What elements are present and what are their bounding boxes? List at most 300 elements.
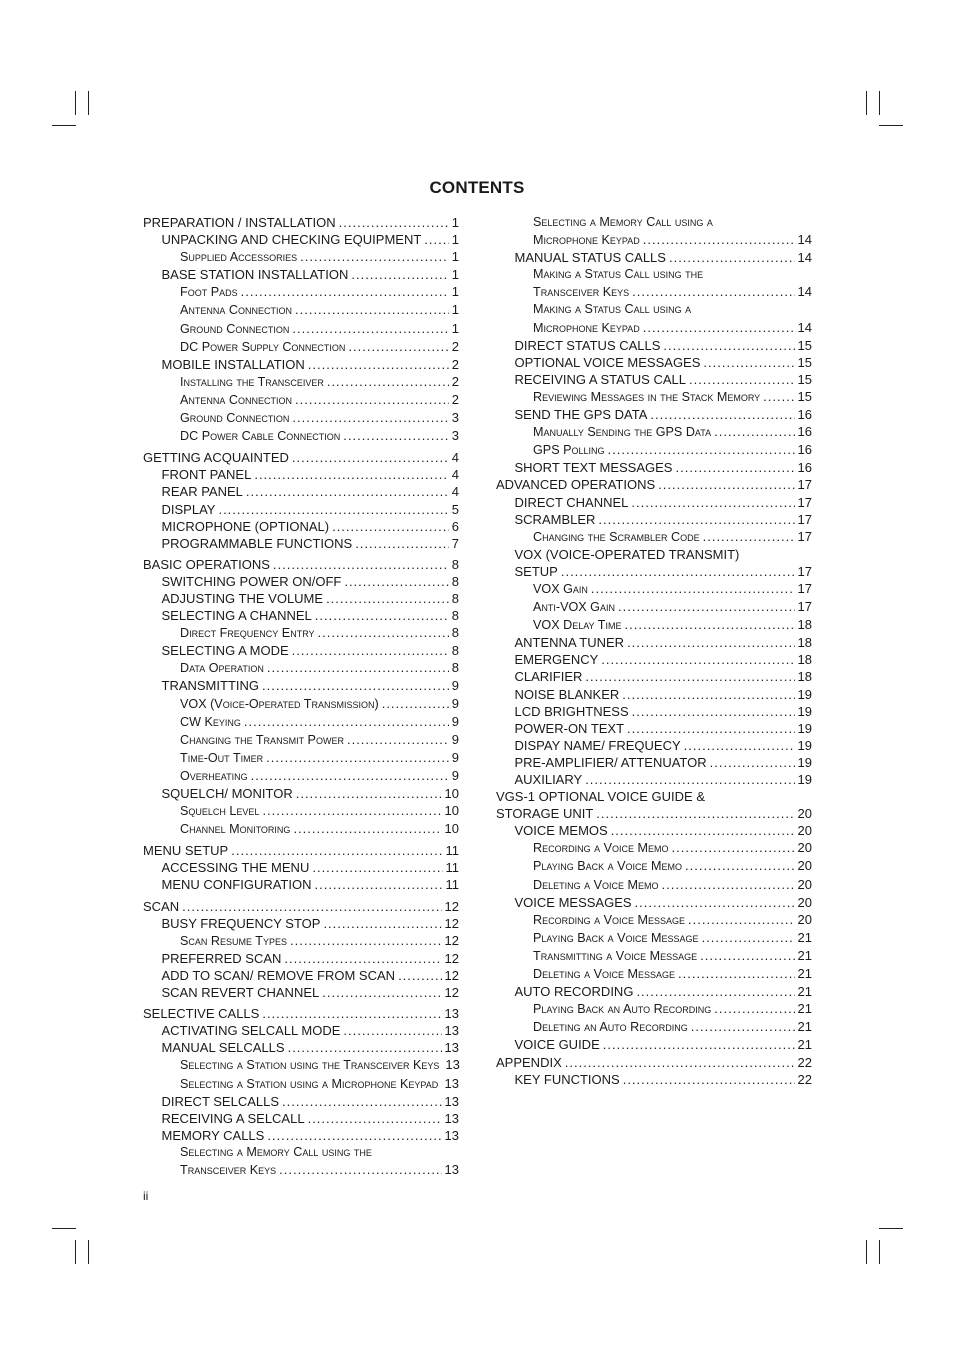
toc-entry[interactable]	[496, 406, 812, 423]
toc-entry-label: ACTIVATING SELCALL MODE	[161, 1023, 341, 1039]
dot-leader	[684, 737, 795, 754]
toc-entry-row	[515, 371, 813, 388]
toc-entry-page: 21	[797, 1019, 812, 1035]
toc-entry-page: 2	[451, 373, 459, 389]
toc-entry[interactable]	[496, 737, 812, 754]
toc-entry[interactable]	[496, 459, 812, 476]
toc-entry-label: SELECTING A MODE	[161, 643, 289, 659]
toc-entry-page: 13	[444, 1093, 459, 1109]
toc-entry[interactable]	[143, 1005, 459, 1022]
dot-leader	[218, 501, 448, 518]
toc-entry[interactable]	[496, 703, 812, 720]
toc-entry-label: ADJUSTING THE VOLUME	[161, 590, 324, 606]
toc-entry-page: 3	[451, 410, 459, 426]
toc-entry[interactable]	[496, 894, 812, 911]
dot-leader	[675, 459, 794, 476]
toc-entry-row	[533, 616, 812, 634]
toc-entry-page: 22	[797, 1071, 812, 1087]
dot-leader	[318, 624, 449, 641]
toc-entry-page: 20	[797, 806, 812, 822]
dot-leader	[246, 483, 449, 500]
toc-entry[interactable]	[143, 1039, 459, 1056]
toc-entry-row	[515, 668, 813, 685]
toc-entry[interactable]	[143, 1093, 459, 1110]
toc-entry[interactable]	[143, 501, 459, 518]
toc-entry-page: 8	[451, 590, 459, 606]
toc-entry[interactable]	[143, 695, 459, 713]
toc-entry-page: 2	[451, 356, 459, 372]
toc-entry[interactable]	[143, 767, 459, 785]
toc-entry-row	[515, 1036, 813, 1053]
crop-mark-bottom-right-v1	[866, 1240, 867, 1264]
dot-leader	[714, 423, 794, 440]
toc-entry-label: Selecting a Station using the Transceiver Keys	[180, 1058, 440, 1073]
toc-entry-row	[533, 423, 812, 441]
toc-entry-label: PREPARATION / INSTALLATION	[143, 215, 336, 230]
toc-entry[interactable]	[496, 354, 812, 371]
toc-entry[interactable]	[496, 528, 812, 546]
dot-leader	[262, 1005, 441, 1022]
toc-entry-row	[180, 248, 459, 266]
dot-leader	[323, 915, 441, 932]
toc-column-left	[143, 214, 459, 1179]
toc-entry-row	[162, 1127, 460, 1144]
toc-entry[interactable]	[496, 1000, 812, 1018]
dot-leader	[702, 929, 795, 946]
dot-leader	[658, 476, 794, 493]
toc-entry[interactable]	[496, 337, 812, 354]
dot-leader	[650, 406, 794, 423]
toc-entry-page: 9	[451, 695, 459, 711]
toc-entry[interactable]	[496, 1054, 812, 1071]
toc-entry-row	[180, 713, 459, 731]
toc-entry-label: MENU CONFIGURATION	[161, 877, 312, 893]
dot-leader	[262, 677, 449, 694]
toc-entry-page: 8	[451, 556, 459, 572]
dot-leader	[292, 449, 449, 466]
crop-mark-top-left-h	[52, 125, 76, 126]
toc-entry[interactable]	[496, 1036, 812, 1053]
toc-entry-label: ANTENNA TUNER	[514, 635, 625, 651]
toc-entry-page: 16	[797, 442, 812, 458]
toc-entry-page: 11	[445, 843, 459, 859]
toc-entry[interactable]	[496, 1018, 812, 1036]
dot-leader	[710, 754, 795, 771]
dot-leader	[343, 1022, 441, 1039]
toc-entry-label: RECEIVING A STATUS CALL	[514, 371, 686, 387]
toc-entry-label: MEMORY CALLS	[161, 1127, 265, 1143]
toc-entry-label: Recording a Voice Message	[533, 912, 686, 927]
toc-entry[interactable]	[496, 580, 812, 598]
toc-entry[interactable]	[143, 1144, 459, 1179]
toc-entry-label: OPTIONAL VOICE MESSAGES	[514, 354, 701, 370]
toc-entry[interactable]	[496, 1071, 812, 1088]
dot-leader	[691, 1018, 795, 1035]
toc-entry[interactable]	[496, 839, 812, 857]
toc-entry-row	[515, 754, 813, 771]
toc-entry[interactable]	[143, 659, 459, 677]
toc-entry-label: Playing Back a Voice Message	[533, 930, 699, 945]
toc-entry[interactable]	[143, 607, 459, 624]
toc-entry-label: VOICE MEMOS	[514, 823, 608, 839]
toc-entry[interactable]	[143, 1022, 459, 1039]
dot-leader	[622, 686, 794, 703]
toc-entry[interactable]	[143, 984, 459, 1001]
toc-entry[interactable]	[143, 785, 459, 802]
toc-entry-label: GPS Polling	[533, 443, 605, 458]
toc-entry-page: 13	[444, 1023, 459, 1039]
toc-entry[interactable]	[143, 1127, 459, 1144]
toc-entry-row	[515, 1071, 813, 1088]
toc-entry-page: 13	[444, 1040, 459, 1056]
toc-entry[interactable]	[143, 283, 459, 301]
toc-entry[interactable]	[143, 713, 459, 731]
toc-entry-page: 4	[451, 484, 459, 500]
toc-entry[interactable]	[143, 266, 459, 283]
toc-entry[interactable]	[143, 802, 459, 820]
dot-leader	[292, 642, 449, 659]
toc-entry-label: Playing Back an Auto Recording	[533, 1002, 712, 1017]
toc-entry-label: Recording a Voice Memo	[533, 841, 669, 856]
toc-entry-label: STORAGE UNIT	[496, 806, 594, 822]
toc-entry-page: 10	[444, 786, 459, 801]
toc-entry-row	[533, 947, 812, 965]
dot-leader	[290, 932, 442, 949]
toc-entry[interactable]	[143, 301, 459, 319]
toc-entry-page: 15	[797, 354, 812, 370]
toc-entry-label: LCD BRIGHTNESS	[514, 703, 629, 719]
toc-entry-label: UNPACKING AND CHECKING EQUIPMENT	[161, 232, 422, 248]
toc-entry-row	[162, 231, 460, 248]
toc-entry-row	[180, 624, 459, 642]
dot-leader	[382, 695, 449, 712]
dot-leader	[288, 1039, 442, 1056]
toc-entry[interactable]	[143, 535, 459, 552]
dot-leader	[662, 876, 795, 893]
toc-entry-page: 17	[797, 528, 812, 544]
toc-entry[interactable]	[496, 651, 812, 668]
toc-entry[interactable]	[143, 573, 459, 590]
dot-leader	[282, 1093, 442, 1110]
toc-entry[interactable]	[496, 371, 812, 388]
toc-entry[interactable]	[143, 1110, 459, 1127]
toc-entry-page: 13	[444, 1110, 459, 1126]
dot-leader	[266, 749, 449, 766]
toc-entry-label: SCAN REVERT CHANNEL	[161, 985, 320, 1001]
dot-leader	[279, 1161, 441, 1178]
toc-entry-label: VOICE GUIDE	[514, 1037, 600, 1053]
toc-entry-page: 2	[451, 338, 459, 354]
dot-leader	[355, 535, 449, 552]
toc-entry-row	[533, 231, 812, 249]
toc-entry-row	[162, 466, 460, 483]
toc-entry-label: POWER-ON TEXT	[514, 720, 625, 736]
toc-entry-row	[180, 427, 459, 445]
dot-leader	[244, 713, 449, 730]
toc-entry-page: 11	[445, 877, 459, 893]
toc-entry-page: 12	[444, 985, 459, 1001]
toc-entry[interactable]	[143, 356, 459, 373]
dot-leader	[308, 356, 449, 373]
toc-entry-row	[515, 686, 813, 703]
toc-entry-row	[533, 283, 812, 301]
toc-entry-label: SQUELCH/ MONITOR	[161, 786, 293, 801]
toc-entry[interactable]	[496, 388, 812, 406]
toc-entry-page: 8	[451, 608, 459, 624]
dot-leader	[688, 911, 795, 928]
toc-entry[interactable]	[143, 1056, 459, 1074]
toc-entry[interactable]	[496, 754, 812, 771]
toc-entry[interactable]	[496, 546, 812, 580]
toc-entry-page: 18	[797, 617, 812, 633]
toc-entry-label: BASE STATION INSTALLATION	[161, 267, 349, 283]
dot-leader	[632, 703, 795, 720]
toc-entry-label: SCAN	[143, 898, 180, 914]
toc-entry-label: KEY FUNCTIONS	[514, 1071, 620, 1087]
toc-entry-label: MENU SETUP	[143, 843, 229, 859]
toc-entry[interactable]	[496, 598, 812, 616]
toc-entry-label: ADVANCED OPERATIONS	[496, 477, 656, 493]
toc-entry-row	[515, 459, 813, 476]
toc-entry-row	[180, 283, 459, 301]
toc-entry-row	[143, 842, 459, 859]
toc-entry-row	[180, 820, 459, 838]
dot-leader	[632, 283, 794, 300]
toc-entry[interactable]	[143, 731, 459, 749]
toc-entry-page: 22	[797, 1054, 812, 1070]
toc-entry[interactable]	[496, 771, 812, 788]
toc-entry-label: SCRAMBLER	[514, 511, 596, 527]
toc-entry-label: Microphone Keypad	[533, 320, 640, 335]
toc-entry-label-line1: VGS-1 OPTIONAL VOICE GUIDE &	[496, 789, 706, 805]
toc-entry[interactable]	[143, 677, 459, 694]
toc-entry-label-line1: Making a Status Call using the	[533, 267, 704, 282]
toc-entry-row	[162, 677, 460, 694]
toc-entry-label: DIRECT STATUS CALLS	[514, 337, 661, 353]
toc-entry-row	[515, 703, 813, 720]
dot-leader	[611, 822, 795, 839]
toc-entry-page: 17	[797, 563, 812, 579]
toc-entry-row	[180, 1161, 459, 1179]
toc-entry-label: AUXILIARY	[514, 772, 583, 787]
toc-entry-label: Deleting a Voice Message	[533, 967, 676, 982]
toc-entry-page: 21	[797, 947, 812, 963]
toc-entry-row	[533, 319, 812, 337]
toc-entry[interactable]	[496, 965, 812, 983]
toc-entry[interactable]	[496, 929, 812, 947]
dot-leader	[231, 842, 442, 859]
dot-leader	[669, 249, 795, 266]
dot-leader	[714, 1000, 794, 1017]
toc-entry-page: 13	[444, 1075, 459, 1091]
toc-entry-label: NOISE BLANKER	[514, 686, 620, 702]
toc-entry[interactable]	[143, 932, 459, 950]
toc-entry[interactable]	[143, 449, 459, 466]
dot-leader	[348, 338, 448, 355]
toc-entry-label: Overheating	[180, 768, 248, 783]
toc-entry-row	[533, 528, 812, 546]
toc-entry-label: ACCESSING THE MENU	[161, 860, 310, 876]
toc-entry[interactable]	[143, 1075, 459, 1093]
toc-entry[interactable]	[496, 947, 812, 965]
toc-entry-label: Supplied Accessories	[180, 250, 298, 265]
toc-entry-page: 15	[797, 388, 812, 404]
toc-entry[interactable]	[143, 859, 459, 876]
dot-leader	[347, 731, 449, 748]
toc-entry-row	[533, 911, 812, 929]
toc-entry[interactable]	[143, 483, 459, 500]
toc-entry-label: Changing the Scrambler Code	[533, 529, 700, 544]
toc-entry[interactable]	[143, 231, 459, 248]
toc-entry-label: MANUAL STATUS CALLS	[514, 250, 666, 266]
page-number: ii	[143, 1189, 149, 1203]
dot-leader	[326, 590, 449, 607]
dot-leader	[627, 634, 794, 651]
page-title: CONTENTS	[429, 178, 525, 197]
toc-entry-row	[515, 720, 813, 737]
toc-entry[interactable]	[496, 494, 812, 511]
toc-entry-row	[496, 805, 812, 822]
toc-entry-row	[162, 607, 460, 624]
toc-entry-label: DC Power Supply Connection	[180, 339, 346, 354]
toc-entry[interactable]	[143, 624, 459, 642]
toc-entry[interactable]	[143, 820, 459, 838]
toc-entry[interactable]	[143, 320, 459, 338]
toc-entry-row	[162, 1093, 460, 1110]
toc-entry-row	[533, 441, 812, 459]
toc-entry[interactable]	[143, 338, 459, 356]
toc-entry-page: 17	[797, 580, 812, 596]
toc-entry-label: Scan Resume Types	[180, 933, 287, 948]
toc-entry-page: 2	[451, 391, 459, 407]
toc-entry[interactable]	[143, 466, 459, 483]
toc-entry-label: Ground Connection	[180, 411, 290, 426]
toc-entry-row	[162, 590, 460, 607]
toc-entry-label: APPENDIX	[496, 1054, 562, 1070]
toc-entry[interactable]	[143, 590, 459, 607]
toc-entry[interactable]	[496, 686, 812, 703]
toc-entry[interactable]	[496, 983, 812, 1000]
toc-entry[interactable]	[143, 214, 459, 231]
toc-entry[interactable]	[496, 668, 812, 685]
dot-leader	[596, 805, 794, 822]
toc-entry-row	[162, 1110, 460, 1127]
toc-entry[interactable]	[143, 642, 459, 659]
toc-entry[interactable]	[143, 391, 459, 409]
toc-entry-label: Anti-VOX Gain	[533, 600, 615, 615]
toc-entry[interactable]	[496, 857, 812, 875]
dot-leader	[182, 898, 441, 915]
toc-entry[interactable]	[496, 720, 812, 737]
toc-entry[interactable]	[496, 249, 812, 266]
toc-entry-page: 21	[797, 984, 812, 1000]
toc-entry-label: DIRECT CHANNEL	[514, 494, 629, 510]
toc-entry[interactable]	[496, 822, 812, 839]
dot-leader	[700, 947, 794, 964]
dot-leader	[591, 580, 795, 597]
toc-entry[interactable]	[496, 423, 812, 441]
toc-entry-page: 20	[797, 858, 812, 874]
dot-leader	[643, 231, 795, 248]
toc-entry[interactable]	[496, 511, 812, 528]
toc-entry[interactable]	[496, 876, 812, 894]
toc-entry-label-line1: Making a Status Call using a	[533, 302, 692, 317]
toc-entry[interactable]	[143, 967, 459, 984]
toc-entry[interactable]	[496, 788, 812, 822]
dot-leader	[295, 391, 449, 408]
toc-entry[interactable]	[496, 911, 812, 929]
toc-entry-row	[162, 984, 460, 1001]
toc-entry-row	[515, 354, 813, 371]
toc-entry-page: 13	[445, 1057, 460, 1073]
toc-entry-row	[180, 1056, 459, 1074]
toc-entry[interactable]	[143, 842, 459, 859]
toc-entry-row	[515, 249, 813, 266]
toc-entry[interactable]	[143, 248, 459, 266]
toc-entry[interactable]	[496, 214, 812, 249]
toc-entry-page: 15	[797, 337, 812, 353]
dot-leader	[308, 1110, 442, 1127]
toc-entry-page: 5	[451, 501, 459, 517]
toc-entry[interactable]	[143, 409, 459, 427]
toc-entry-label: FRONT PANEL	[161, 467, 252, 483]
toc-entry[interactable]	[496, 266, 812, 301]
toc-entry-page: 21	[797, 966, 812, 982]
toc-entry-row	[533, 580, 812, 598]
toc-entry[interactable]	[143, 898, 459, 915]
dot-leader	[292, 409, 448, 426]
toc-entry[interactable]	[143, 749, 459, 767]
dot-leader	[627, 720, 794, 737]
toc-entry-label: Antenna Connection	[180, 392, 292, 407]
toc-entry[interactable]	[496, 301, 812, 336]
toc-entry-page: 4	[451, 467, 459, 483]
toc-entry-page: 8	[451, 643, 459, 659]
toc-entry-label: Transmitting a Voice Message	[533, 948, 698, 963]
toc-entry[interactable]	[143, 915, 459, 932]
toc-entry-row	[180, 301, 459, 319]
toc-entry-page: 18	[797, 669, 812, 685]
toc-entry[interactable]	[496, 441, 812, 459]
toc-entry-page: 21	[797, 1037, 812, 1053]
toc-entry[interactable]	[143, 556, 459, 573]
toc-entry[interactable]	[496, 476, 812, 493]
toc-entry-label: PRE-AMPLIFIER/ ATTENUATOR	[514, 754, 707, 770]
dot-leader	[643, 319, 795, 336]
toc-entry-page: 8	[451, 625, 459, 641]
toc-entry[interactable]	[143, 373, 459, 391]
toc-entry[interactable]	[143, 950, 459, 967]
toc-entry[interactable]	[143, 876, 459, 893]
dot-leader	[315, 607, 449, 624]
toc-entry-row	[533, 598, 812, 616]
toc-entry-label: Time-Out Timer	[180, 750, 264, 765]
dot-leader	[685, 857, 794, 874]
toc-entry[interactable]	[496, 616, 812, 634]
toc-entry-page: 9	[451, 678, 459, 694]
toc-entry-row	[143, 449, 459, 466]
toc-entry-page: 14	[797, 250, 812, 266]
toc-entry[interactable]	[496, 634, 812, 651]
toc-entry-label: TRANSMITTING	[161, 678, 259, 694]
toc-entry-row	[180, 320, 459, 338]
toc-entry[interactable]	[143, 518, 459, 535]
toc-entry[interactable]	[143, 427, 459, 445]
toc-entry-row	[143, 556, 459, 573]
toc-entry-label: PROGRAMMABLE FUNCTIONS	[161, 535, 353, 551]
dot-leader	[631, 494, 794, 511]
toc-entry-page: 1	[451, 249, 459, 265]
